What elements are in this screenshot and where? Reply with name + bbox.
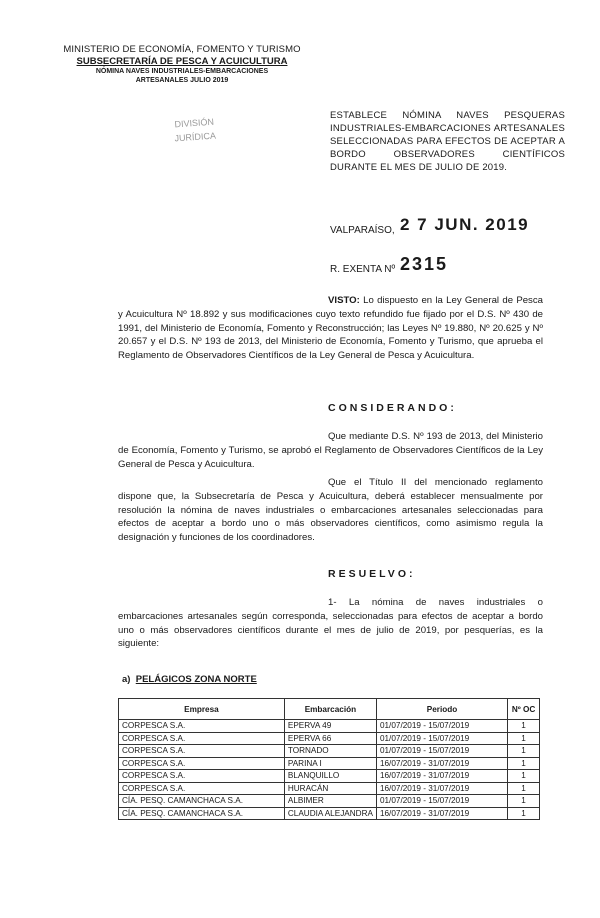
cell-embarcacion: EPERVA 66 [284,732,376,745]
cell-embarcacion: EPERVA 49 [284,720,376,733]
section-a-title: PELÁGICOS ZONA NORTE [135,674,257,685]
cell-empresa: CORPESCA S.A. [119,745,285,758]
division-stamp [159,114,231,155]
cell-periodo: 16/07/2019 - 31/07/2019 [376,757,507,770]
cell-periodo: 01/07/2019 - 15/07/2019 [376,795,507,808]
cell-noc: 1 [508,782,540,795]
resolution-date: 2 7 JUN. 2019 [400,215,530,234]
table-row [119,720,540,733]
cell-embarcacion: TORNADO [284,745,376,758]
considerando-paragraph-1 [118,430,543,471]
table-row [119,757,540,770]
cell-empresa: CORPESCA S.A. [119,720,285,733]
place-label: VALPARAÍSO, [330,225,395,236]
resolution-label: R. EXENTA Nº [330,264,396,275]
resuelvo-text-1: 1- La nómina de naves industriales o embarcaciones artesanales según corresponda, seleccionadas para efectos de aceptar a bordo uno o más observadores científicos durante el mes de julio de 2019, por pesquerías, es la siguiente: [118,597,543,650]
vessel-table [118,698,540,820]
cell-noc: 1 [508,732,540,745]
table-row [119,795,540,808]
cell-embarcacion: BLANQUILLO [284,770,376,783]
section-a-letter: a) [122,674,131,685]
considerando-heading: CONSIDERANDO: [328,402,457,414]
visto-text: Lo dispuesto en la Ley General de Pesca y Acuicultura Nº 18.892 y sus modificaciones cuyo texto refundido fue fijado por el D.S. Nº 430 de 1991, del Ministerio de Economía, Fomento y Reconstrucción; las Leyes Nº 19.880, Nº 20.625 y Nº 20.657 y el D.S. Nº 193 de 2013, del Ministerio de Economía, Fomento y Turismo, que aprueba el Reglamento de Observadores Científicos de la Ley General de Pesca y Acuicultura. [118,295,543,362]
cell-periodo: 16/07/2019 - 31/07/2019 [376,770,507,783]
stamp-line2: JURÍDICA [174,130,217,144]
cell-noc: 1 [508,757,540,770]
col-noc-header: Nº OC [508,699,540,720]
subsecretaria-name: SUBSECRETARÍA DE PESCA Y ACUICULTURA [76,55,288,67]
table-header-row [119,699,540,720]
cell-noc: 1 [508,807,540,820]
visto-label: VISTO: [328,295,360,306]
section-a-heading [122,674,257,685]
considerando-text-2: Que el Título II del mencionado reglamento dispone que, la Subsecretaría de Pesca y Acuicultura, deberá establecer mensualmente por resolución la nómina de naves industriales o embarcaciones artesanales seleccionadas para efectos de aceptar a bordo uno o más observadores científicos, como asimismo regula la designación y funciones de los coordinadores. [118,477,543,544]
letterhead [62,44,302,85]
cell-noc: 1 [508,770,540,783]
col-empresa-header: Empresa [119,699,285,720]
resolution-number: 2315 [400,254,449,274]
cell-periodo: 01/07/2019 - 15/07/2019 [376,745,507,758]
ministry-name: MINISTERIO DE ECONOMÍA, FOMENTO Y TURISMO [63,44,301,55]
considerando-paragraph-2 [118,476,543,545]
table-row [119,782,540,795]
considerando-text-1: Que mediante D.S. Nº 193 de 2013, del Ministerio de Economía, Fomento y Turismo, se aprobó el Reglamento de Observadores Científicos de la Ley General de Pesca y Acuicultura. [118,431,543,470]
resolution-title: ESTABLECE NÓMINA NAVES PESQUERAS INDUSTRIALES-EMBARCACIONES ARTESANALES SELECCIONADAS PARA EFECTOS DE ACEPTAR A BORDO OBSERVADORES CIENTÍFICOS DURANTE EL MES DE JULIO DE 2019. [330,110,565,173]
col-periodo-header: Periodo [376,699,507,720]
cell-embarcacion: PARINA I [284,757,376,770]
table-row [119,745,540,758]
cell-embarcacion: HURACÁN [284,782,376,795]
cell-periodo: 16/07/2019 - 31/07/2019 [376,807,507,820]
cell-empresa: CORPESCA S.A. [119,757,285,770]
cell-periodo: 01/07/2019 - 15/07/2019 [376,720,507,733]
cell-periodo: 16/07/2019 - 31/07/2019 [376,782,507,795]
cell-empresa: CÍA. PESQ. CAMANCHACA S.A. [119,807,285,820]
table-row [119,732,540,745]
resuelvo-heading: RESUELVO: [328,568,416,580]
cell-empresa: CORPESCA S.A. [119,770,285,783]
visto-paragraph [118,294,543,363]
cell-noc: 1 [508,720,540,733]
cell-noc: 1 [508,745,540,758]
cell-embarcacion: CLAUDIA ALEJANDRA [284,807,376,820]
table-row [119,770,540,783]
stamp-line1: DIVISIÓN [174,116,215,130]
cell-empresa: CORPESCA S.A. [119,782,285,795]
resuelvo-paragraph-1 [118,596,543,651]
cell-periodo: 01/07/2019 - 15/07/2019 [376,732,507,745]
cell-empresa: CORPESCA S.A. [119,732,285,745]
header-subject-line1: NÓMINA NAVES INDUSTRIALES-EMBARCACIONES [95,67,269,75]
cell-noc: 1 [508,795,540,808]
header-subject-line2: ARTESANALES JULIO 2019 [135,76,229,84]
cell-embarcacion: ALBIMER [284,795,376,808]
col-embarcacion-header: Embarcación [284,699,376,720]
table-row [119,807,540,820]
cell-empresa: CÍA. PESQ. CAMANCHACA S.A. [119,795,285,808]
